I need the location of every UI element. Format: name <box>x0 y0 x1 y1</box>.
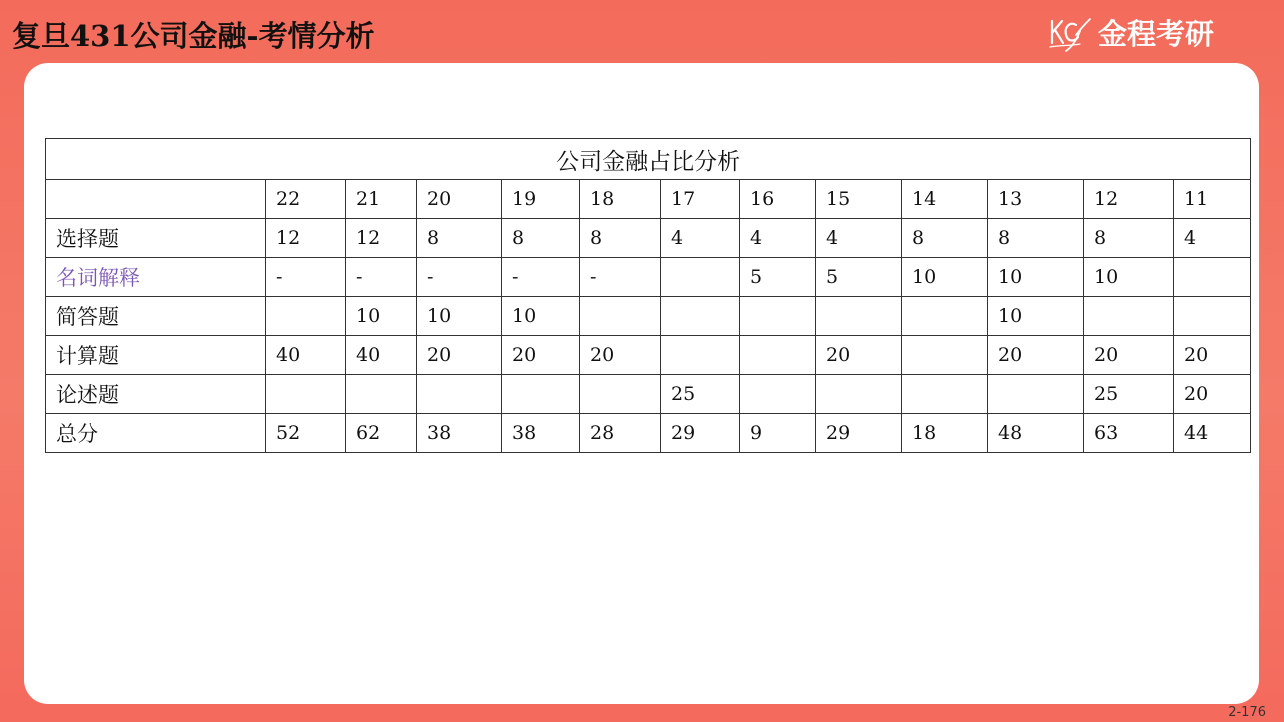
table-cell: 8 <box>988 219 1084 258</box>
table-cell <box>816 297 902 336</box>
table-cell: 5 <box>740 258 816 297</box>
table-cell: 10 <box>902 258 988 297</box>
row-label: 选择题 <box>46 219 266 258</box>
table-cell: 8 <box>417 219 502 258</box>
table-cell <box>580 297 661 336</box>
table-cell: 10 <box>346 297 417 336</box>
content-card <box>24 63 1259 704</box>
table-cell: 20 <box>1174 375 1251 414</box>
table-cell: 8 <box>902 219 988 258</box>
table-cell: 8 <box>1084 219 1174 258</box>
table-cell: 20 <box>580 336 661 375</box>
table-cell: 25 <box>661 375 740 414</box>
table-cell: 20 <box>502 336 580 375</box>
table-cell: 20 <box>988 336 1084 375</box>
proportion-table <box>45 138 1251 453</box>
table-row <box>46 336 1251 375</box>
table-cell <box>580 375 661 414</box>
table-cell: 40 <box>346 336 417 375</box>
year-header-cell: 15 <box>816 180 902 219</box>
table-cell: 18 <box>902 414 988 453</box>
table-cell: - <box>346 258 417 297</box>
table-cell <box>902 375 988 414</box>
year-header-cell: 12 <box>1084 180 1174 219</box>
brand <box>1046 12 1214 53</box>
table-cell: 4 <box>661 219 740 258</box>
brand-name: 金程考研 <box>1098 17 1215 51</box>
row-label: 计算题 <box>46 336 266 375</box>
table-cell: 40 <box>266 336 346 375</box>
table-cell <box>902 336 988 375</box>
table-cell: 28 <box>580 414 661 453</box>
table-cell: 4 <box>816 219 902 258</box>
table-cell: - <box>580 258 661 297</box>
table-cell: 5 <box>816 258 902 297</box>
table-cell: 12 <box>346 219 417 258</box>
table-cell <box>1174 297 1251 336</box>
table-cell: 44 <box>1174 414 1251 453</box>
table-cell <box>988 375 1084 414</box>
table-cell: 25 <box>1084 375 1174 414</box>
year-header-cell: 19 <box>502 180 580 219</box>
year-header-cell: 17 <box>661 180 740 219</box>
table-cell <box>346 375 417 414</box>
table-cell <box>902 297 988 336</box>
table-cell: 20 <box>1084 336 1174 375</box>
table-cell <box>1084 297 1174 336</box>
row-label: 名词解释 <box>46 258 266 297</box>
year-header-cell: 14 <box>902 180 988 219</box>
table-caption-row <box>46 139 1251 180</box>
table-cell <box>661 297 740 336</box>
table-cell <box>816 375 902 414</box>
table-cell <box>502 375 580 414</box>
page-number: 2-176 <box>1228 705 1266 720</box>
row-label: 总分 <box>46 414 266 453</box>
table-cell: 12 <box>266 219 346 258</box>
page-title: 复旦431公司金融-考情分析 <box>12 19 375 53</box>
table-cell: - <box>266 258 346 297</box>
table-cell: - <box>502 258 580 297</box>
table-cell <box>266 375 346 414</box>
table-cell: 29 <box>816 414 902 453</box>
table-cell <box>661 336 740 375</box>
table-cell: 38 <box>502 414 580 453</box>
table-cell: 4 <box>740 219 816 258</box>
kc-script-logo-icon <box>1046 13 1094 53</box>
year-header-cell: 22 <box>266 180 346 219</box>
table-row <box>46 297 1251 336</box>
table-cell: 20 <box>1174 336 1251 375</box>
table-cell: 4 <box>1174 219 1251 258</box>
table-cell: 20 <box>417 336 502 375</box>
row-label: 论述题 <box>46 375 266 414</box>
table-cell: 10 <box>502 297 580 336</box>
year-header-cell: 16 <box>740 180 816 219</box>
row-label: 简答题 <box>46 297 266 336</box>
table-cell: 9 <box>740 414 816 453</box>
table-cell: 10 <box>988 297 1084 336</box>
year-header-cell: 11 <box>1174 180 1251 219</box>
table-cell <box>661 258 740 297</box>
table-cell: 62 <box>346 414 417 453</box>
year-header-cell: 13 <box>988 180 1084 219</box>
table-cell <box>740 336 816 375</box>
table-cell: 10 <box>417 297 502 336</box>
table-header-row <box>46 180 1251 219</box>
table-cell: 8 <box>580 219 661 258</box>
table-cell: 10 <box>988 258 1084 297</box>
table-cell: 10 <box>1084 258 1174 297</box>
table-cell: 38 <box>417 414 502 453</box>
table-row <box>46 219 1251 258</box>
table-cell: - <box>417 258 502 297</box>
year-header-cell: 21 <box>346 180 417 219</box>
table-cell: 20 <box>816 336 902 375</box>
table-cell: 29 <box>661 414 740 453</box>
table-cell: 8 <box>502 219 580 258</box>
year-header-cell: 18 <box>580 180 661 219</box>
table-cell <box>1174 258 1251 297</box>
year-header-cell: 20 <box>417 180 502 219</box>
table-cell: 48 <box>988 414 1084 453</box>
table-row <box>46 375 1251 414</box>
table-row <box>46 414 1251 453</box>
header-corner-cell <box>46 180 266 219</box>
table-row <box>46 258 1251 297</box>
table-caption: 公司金融占比分析 <box>46 139 1251 180</box>
table-cell: 63 <box>1084 414 1174 453</box>
table-cell <box>740 297 816 336</box>
table-cell <box>740 375 816 414</box>
table-cell: 52 <box>266 414 346 453</box>
table-cell <box>266 297 346 336</box>
table-cell <box>417 375 502 414</box>
